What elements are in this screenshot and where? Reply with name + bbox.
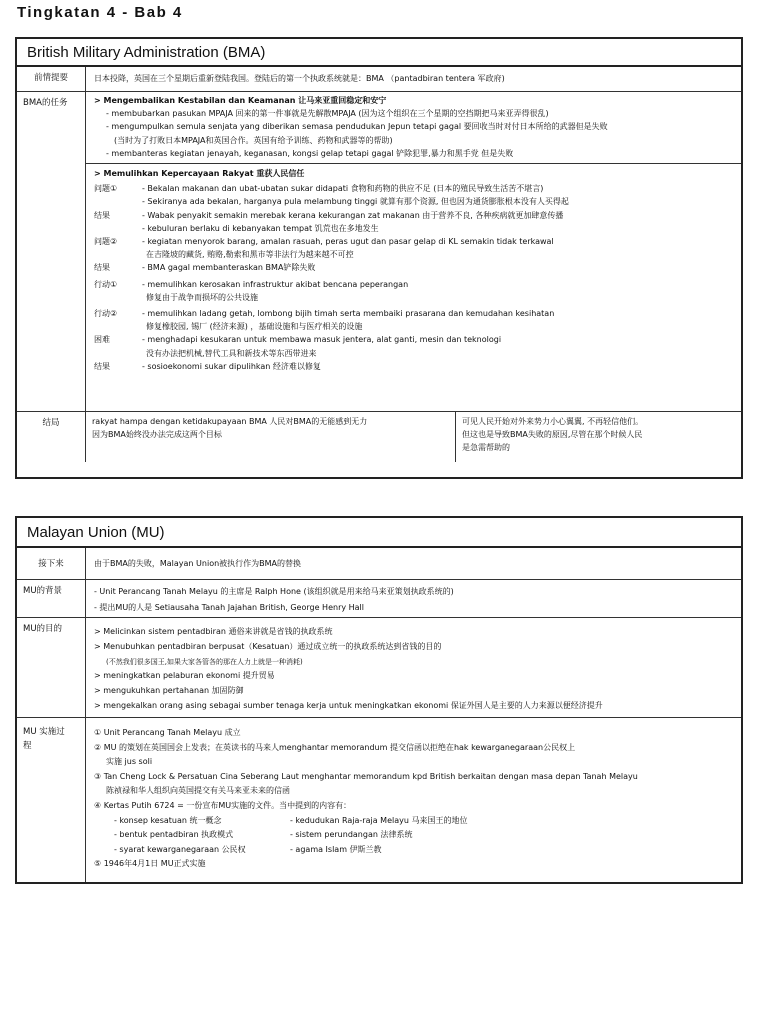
mu-title: Malayan Union (MU): [17, 518, 741, 548]
list-item: ① Unit Perancang Tanah Melayu 成立: [94, 728, 241, 737]
bma-row-ending: [17, 412, 741, 462]
list-item: > mengekalkan orang asing sebagai sumber tenaga kerja untuk meningkatkan ekonomi 保证外国人是主要的人力来源以便经济提升: [94, 700, 603, 710]
list-item: ④ Kertas Putih 6724 = 一份宣布MU实施的文件。当中提到的内容有：: [94, 800, 352, 810]
list-item: 问题② - kegiatan menyorok barang, amalan rasuah, peras ugut dan pasar gelap di KL semakin tidak terkawal: [94, 237, 554, 247]
mu-background-content: [86, 580, 741, 617]
list-item: - membanteras kegiatan jenayah, keganasan, kongsi gelap tetapi gagal 铲除犯罪,暴力和黑手党 但是失败: [106, 148, 514, 158]
list-item: 行动② - memulihkan ladang getah, lombong bijih timah serta membaiki prasarana dan kemudahan kesihatan: [94, 309, 555, 319]
mu-next-text: 由于BMA的失败，Malayan Union被执行作为BMA的替换: [94, 559, 302, 568]
bma-task-b-head: > Memulihkan Kepercayaan Rakyat 重获人民信任: [94, 169, 305, 179]
list-item: ⑤ 1946年4月1日 MU正式实施: [94, 859, 206, 869]
mu-row-purpose: [17, 618, 741, 718]
list-item: (当时为了打败日本MPAJA和英国合作。英国有给予训练、药物和武器等的帮助): [114, 135, 393, 145]
list-item: 结果 - Wabak penyakit semakin merebak kerana kekurangan zat makanan 由于营养不良, 各种疾病就更加肆意传播: [94, 210, 564, 220]
bma-background-text: 日本投降，英国在三个星期后重新登陆我国。登陆后的第一个执政系统就是：BMA （pantadbiran tentera 军政府): [94, 74, 505, 83]
mu-row-background: [17, 580, 741, 618]
list-item: 修复由于战争而损坏的公共设施: [146, 292, 258, 302]
list-item: 陈祯禄和华人组织向英国提交有关马来亚未来的信函: [106, 786, 290, 796]
list-item: (不然我们很多国王,如果大家各管各的那在人力上就是一种消耗): [106, 657, 303, 666]
list-item: - syarat kewarganegaraan 公民权 - agama Islam 伊斯兰教: [114, 844, 382, 854]
bma-ending-right: 可见人民开始对外来势力小心翼翼, 不再轻信他们。 但这也是导致BMA失败的原因,尽管在那个时候人民 是急需帮助的: [455, 412, 741, 462]
list-item: - bentuk pentadbiran 执政模式 - sistem perundangan 法律系统: [114, 830, 413, 840]
mu-process-content: [86, 718, 741, 882]
bma-label-tasks: BMA的任务: [17, 92, 86, 411]
mu-row-process: [17, 718, 741, 882]
list-item: 没有办法把机械,替代工具和新技术等东西带进来: [146, 348, 317, 358]
bma-tasks-content: [86, 92, 741, 411]
bma-title: British Military Administration (BMA): [17, 39, 741, 67]
list-item: 结果 - BMA gagal membanteraskan BMA铲除失败: [94, 263, 316, 273]
bma-task-b: [86, 163, 741, 373]
list-item: 实施 jus soli: [106, 757, 153, 767]
list-item: - konsep kesatuan 统一概念 - kedudukan Raja-raja Melayu 马来国王的地位: [114, 815, 468, 825]
list-item: 问题① - Bekalan makanan dan ubat-ubatan sukar didapati 食物和药物的供应不足 (日本的殖民导致生活苦不堪言): [94, 184, 544, 194]
list-item: - kebuluran berlaku di kebanyakan tempat 饥荒也在多地发生: [142, 223, 379, 233]
bma-row-tasks: [17, 92, 741, 412]
mu-label-background: MU的背景: [17, 580, 86, 617]
list-item: > Menubuhkan pentadbiran berpusat（Kesatuan）通过成立统一的执政系统达到省钱的目的: [94, 641, 442, 651]
mu-label-purpose: MU的目的: [17, 618, 86, 717]
list-item: - Sekiranya ada bekalan, harganya pula melambung tinggi 就算有那个资源, 但也因为通货膨胀根本没有人买得起: [142, 197, 569, 207]
mu-row-next: [17, 548, 741, 580]
mu-purpose-content: [86, 618, 741, 717]
list-item: > Melicinkan sistem pentadbiran 通俗来讲就是省钱的执政系统: [94, 627, 333, 636]
list-item: 行动① - memulihkan kerosakan infrastruktur akibat bencana peperangan: [94, 279, 409, 289]
list-item: ② MU 的策划在英国国会上发表；在英读书的马来人menghantar memorandum 提交信函以拒绝在hak kewarganegaraan公民权上: [94, 742, 576, 752]
bma-label-ending: 结局: [17, 412, 86, 462]
bma-ending-left: rakyat hampa dengan ketidakupayaan BMA 人民对BMA的无能感到无力 因为BMA始终没办法完成这两个目标: [92, 417, 368, 439]
page-title: Tingkatan 4 - Bab 4: [17, 4, 183, 21]
list-item: - 提出MU的人是 Setiausaha Tanah Jajahan British, George Henry Hall: [94, 603, 364, 613]
list-item: - mengumpulkan semula senjata yang diberikan semasa pendudukan Jepun tetapi gagal 要回收当时对付日本所给的武器但是失败: [106, 122, 608, 132]
bma-task-a-head: > Mengembalikan Kestabilan dan Keamanan 让马来亚重回稳定和安宁: [94, 96, 387, 105]
mu-label-process: MU 实施过程: [17, 718, 86, 882]
list-item: 修复橡胶园, 锡厂 (经济来源) ，基础设施和与医疗相关的设施: [146, 322, 363, 332]
bma-box: [15, 37, 743, 479]
list-item: - membubarkan pasukan MPAJA 回来的第一件事就是先解散MPAJA (因为这个组织在三个星期的空挡期把马来亚弄得很乱): [106, 109, 549, 119]
list-item: ③ Tan Cheng Lock & Persatuan Cina Seberang Laut menghantar memorandum kpd British berkaitan dengan masa depan Tanah Melayu: [94, 771, 638, 781]
bma-row-background: [17, 67, 741, 92]
bma-label-background: 前情提要: [17, 67, 86, 91]
list-item: 困难 - menghadapi kesukaran untuk membawa masuk jentera, alat ganti, mesin dan teknologi: [94, 335, 502, 345]
list-item: - Unit Perancang Tanah Melayu 的主席是 Ralph Hone (该组织就是用来给马来亚策划执政系统的): [94, 587, 454, 596]
mu-label-next: 接下来: [17, 548, 86, 579]
list-item: > meningkatkan pelaburan ekonomi 提升贸易: [94, 671, 275, 681]
list-item: > mengukuhkan pertahanan 加固防御: [94, 686, 244, 696]
list-item: 结果 - sosioekonomi sukar dipulihkan 经济难以修复: [94, 361, 321, 371]
mu-box: [15, 516, 743, 884]
list-item: 在吉隆坡的藏货, 贿赂,勒索和黑市等非法行为越来越不可控: [146, 250, 354, 260]
